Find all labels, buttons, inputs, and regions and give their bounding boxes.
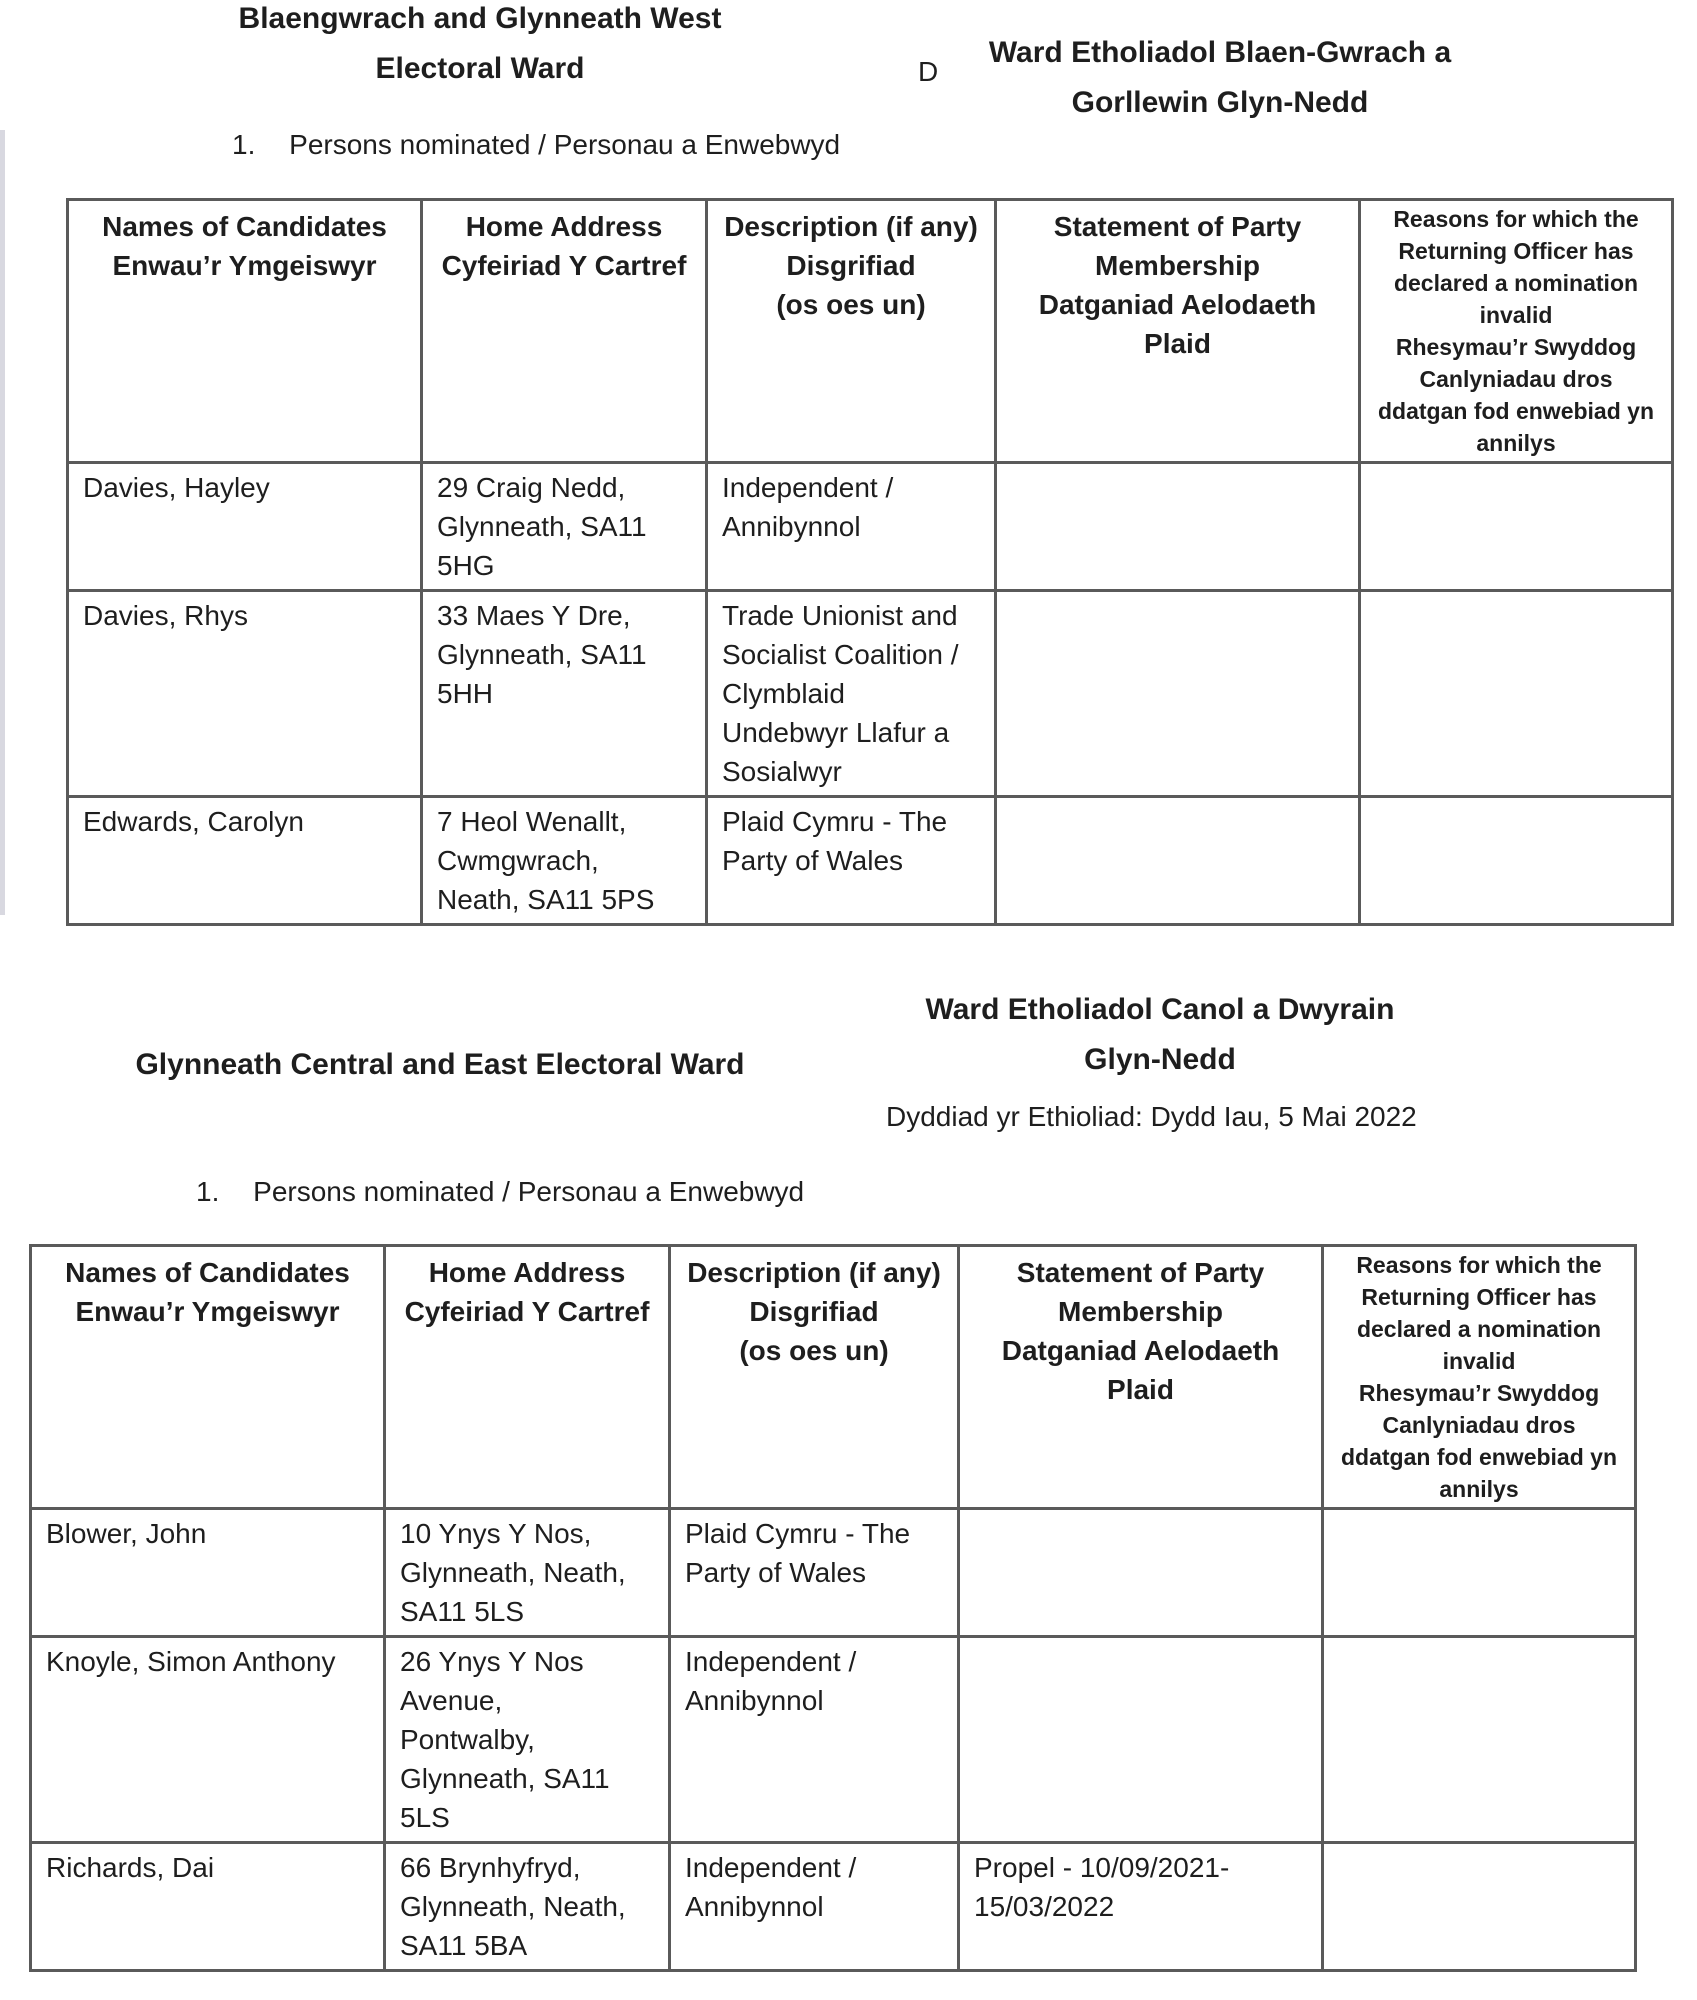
invalid-reasons (1323, 1843, 1636, 1971)
candidate-name-line: Davies, Rhys (83, 600, 248, 631)
ward1-title-cy-line1: Ward Etholiadol Blaen-Gwrach a (988, 36, 1452, 69)
ward1-marker: D (918, 56, 939, 87)
description (707, 463, 996, 591)
description-line: Party of Wales (685, 1557, 867, 1588)
table-header-row (31, 1246, 1636, 1509)
header-party-line: Statement of Party (1053, 211, 1302, 242)
description-line: Party of Wales (722, 845, 904, 876)
home-address-line: 5HG (437, 550, 495, 581)
table-row (68, 463, 1673, 591)
ward1-title-en (180, 0, 780, 94)
home-address-line: Glynneath, SA11 (437, 511, 647, 542)
home-address-line: Glynneath, SA11 (400, 1763, 610, 1794)
header-description-line: Disgrifiad (749, 1296, 879, 1327)
header-names (68, 200, 422, 463)
party-statement (959, 1637, 1323, 1843)
header-party (996, 200, 1360, 463)
home-address-line: 33 Maes Y Dre, (437, 600, 631, 631)
header-reasons-line: Reasons for which the (1356, 1252, 1602, 1278)
description-line: Plaid Cymru - The (722, 806, 948, 837)
party-statement (959, 1509, 1323, 1637)
header-names-line: Names of Candidates (102, 211, 387, 242)
table-row (31, 1843, 1636, 1971)
header-reasons-line: Canlyniadau dros (1419, 366, 1613, 392)
ward1-title-cy-line2: Gorllewin Glyn-Nedd (1071, 86, 1369, 119)
header-party-line: Plaid (1144, 328, 1211, 359)
candidate-name-line: Richards, Dai (46, 1852, 215, 1883)
candidate-name (68, 591, 422, 797)
home-address-line: Glynneath, Neath, (400, 1557, 626, 1588)
home-address (385, 1637, 670, 1843)
party-statement (996, 463, 1360, 591)
description-line: Sosialwyr (722, 756, 842, 787)
description (707, 591, 996, 797)
home-address-line: Avenue, (400, 1685, 503, 1716)
header-party-line: Datganiad Aelodaeth (1038, 289, 1317, 320)
description-line: Annibynnol (722, 511, 861, 542)
description-line: Socialist Coalition / (722, 639, 959, 670)
home-address-line: SA11 5LS (400, 1596, 525, 1627)
home-address-line: Pontwalby, (400, 1724, 535, 1755)
ward2-list-heading-text: Persons nominated / Personau a Enwebwyd (253, 1176, 805, 1207)
header-address (385, 1246, 670, 1509)
header-reasons-line: annilys (1439, 1476, 1519, 1502)
description-line: Independent / (722, 472, 894, 503)
header-reasons-line: Rhesymau’r Swyddog (1395, 334, 1637, 360)
ward1-title-en-line2: Electoral Ward (375, 52, 585, 85)
invalid-reasons (1323, 1509, 1636, 1637)
candidate-name (68, 463, 422, 591)
home-address (385, 1509, 670, 1637)
invalid-reasons (1360, 797, 1673, 925)
header-reasons-line: Returning Officer has (1398, 238, 1634, 264)
description-line: Independent / (685, 1646, 857, 1677)
description (670, 1843, 959, 1971)
home-address-line: 26 Ynys Y Nos (400, 1646, 584, 1677)
header-description-line: (os oes un) (739, 1335, 889, 1366)
ward2-list-number: 1. (196, 1176, 220, 1207)
candidate-name-line: Blower, John (46, 1518, 207, 1549)
description (707, 797, 996, 925)
ward2-title-en: Glynneath Central and East Electoral Ward (135, 1048, 745, 1081)
table-header-row (68, 200, 1673, 463)
header-reasons-line: Reasons for which the (1393, 206, 1639, 232)
header-party-line: Plaid (1107, 1374, 1174, 1405)
table-row (68, 591, 1673, 797)
header-names-line: Enwau’r Ymgeiswyr (112, 250, 377, 281)
header-reasons-line: ddatgan fod enwebiad yn (1377, 398, 1654, 424)
table-row (31, 1637, 1636, 1843)
party-statement-line: 15/03/2022 (974, 1891, 1115, 1922)
description-line: Plaid Cymru - The (685, 1518, 911, 1549)
ward2-title-cy (880, 985, 1440, 1085)
ward1-list-heading-text: Persons nominated / Personau a Enwebwyd (289, 129, 841, 160)
home-address (385, 1843, 670, 1971)
party-statement (996, 797, 1360, 925)
home-address-line: Neath, SA11 5PS (437, 884, 655, 915)
table-row (31, 1509, 1636, 1637)
header-address-line: Cyfeiriad Y Cartref (404, 1296, 650, 1327)
ward2-list-heading (196, 1172, 804, 1212)
ward1-list-heading (232, 125, 840, 165)
candidate-name-line: Knoyle, Simon Anthony (46, 1646, 336, 1677)
header-address-line: Cyfeiriad Y Cartref (441, 250, 687, 281)
invalid-reasons (1360, 463, 1673, 591)
invalid-reasons (1323, 1637, 1636, 1843)
header-reasons (1323, 1246, 1636, 1509)
header-party-line: Membership (1058, 1296, 1223, 1327)
home-address-line: Glynneath, Neath, (400, 1891, 626, 1922)
ward1-title-cy (960, 28, 1480, 128)
election-date: Dyddiad yr Ethioliad: Dydd Iau, 5 Mai 2022 (886, 1101, 1417, 1132)
ward2-title-cy-line2: Glyn-Nedd (1084, 1043, 1236, 1076)
home-address-line: Glynneath, SA11 (437, 639, 647, 670)
header-address (422, 200, 707, 463)
candidate-name (31, 1637, 385, 1843)
description-line: Undebwyr Llafur a (722, 717, 950, 748)
header-names-line: Enwau’r Ymgeiswyr (75, 1296, 340, 1327)
page-edge-bar (0, 130, 5, 915)
header-description-line: Description (if any) (724, 211, 978, 242)
table-row (68, 797, 1673, 925)
party-statement-line: Propel - 10/09/2021- (974, 1852, 1230, 1883)
home-address-line: 29 Craig Nedd, (437, 472, 626, 503)
header-reasons-line: invalid (1479, 302, 1553, 328)
header-description (670, 1246, 959, 1509)
candidate-name-line: Davies, Hayley (83, 472, 270, 503)
home-address (422, 797, 707, 925)
header-party-line: Datganiad Aelodaeth (1001, 1335, 1280, 1366)
party-statement (996, 591, 1360, 797)
home-address (422, 463, 707, 591)
home-address-line: 66 Brynhyfryd, (400, 1852, 581, 1883)
candidates-table-ward1 (66, 198, 1674, 926)
invalid-reasons (1360, 591, 1673, 797)
candidate-name (31, 1843, 385, 1971)
candidates-table-ward2 (29, 1244, 1637, 1972)
header-description-line: Disgrifiad (786, 250, 916, 281)
description-line: Trade Unionist and (722, 600, 958, 631)
header-party-line: Membership (1095, 250, 1260, 281)
header-description (707, 200, 996, 463)
header-names-line: Names of Candidates (65, 1257, 350, 1288)
home-address-line: 7 Heol Wenallt, (437, 806, 627, 837)
header-address-line: Home Address (465, 211, 663, 242)
description-line: Independent / (685, 1852, 857, 1883)
header-address-line: Home Address (428, 1257, 626, 1288)
description-line: Clymblaid (722, 678, 845, 709)
ward1-list-number: 1. (232, 129, 256, 160)
description-line: Annibynnol (685, 1685, 824, 1716)
header-names (31, 1246, 385, 1509)
header-party-line: Statement of Party (1016, 1257, 1265, 1288)
header-reasons-line: Returning Officer has (1361, 1284, 1597, 1310)
header-reasons-line: declared a nomination (1393, 270, 1639, 296)
header-description-line: Description (if any) (687, 1257, 941, 1288)
ward2-title-cy-line1: Ward Etholiadol Canol a Dwyrain (925, 993, 1395, 1026)
home-address-line: 5HH (437, 678, 494, 709)
header-reasons (1360, 200, 1673, 463)
candidate-name-line: Edwards, Carolyn (83, 806, 304, 837)
home-address-line: Cwmgwrach, (437, 845, 599, 876)
header-reasons-line: annilys (1476, 430, 1556, 456)
home-address-line: SA11 5BA (400, 1930, 528, 1961)
header-description-line: (os oes un) (776, 289, 926, 320)
ward1-title-en-line1: Blaengwrach and Glynneath West (238, 2, 722, 35)
header-reasons-line: ddatgan fod enwebiad yn (1340, 1444, 1617, 1470)
header-party (959, 1246, 1323, 1509)
home-address-line: 10 Ynys Y Nos, (400, 1518, 592, 1549)
description (670, 1509, 959, 1637)
header-reasons-line: declared a nomination (1356, 1316, 1602, 1342)
home-address-line: 5LS (400, 1802, 450, 1833)
home-address (422, 591, 707, 797)
candidate-name (68, 797, 422, 925)
description (670, 1637, 959, 1843)
description-line: Annibynnol (685, 1891, 824, 1922)
candidate-name (31, 1509, 385, 1637)
header-reasons-line: Canlyniadau dros (1382, 1412, 1576, 1438)
header-reasons-line: Rhesymau’r Swyddog (1358, 1380, 1600, 1406)
party-statement (959, 1843, 1323, 1971)
header-reasons-line: invalid (1442, 1348, 1516, 1374)
